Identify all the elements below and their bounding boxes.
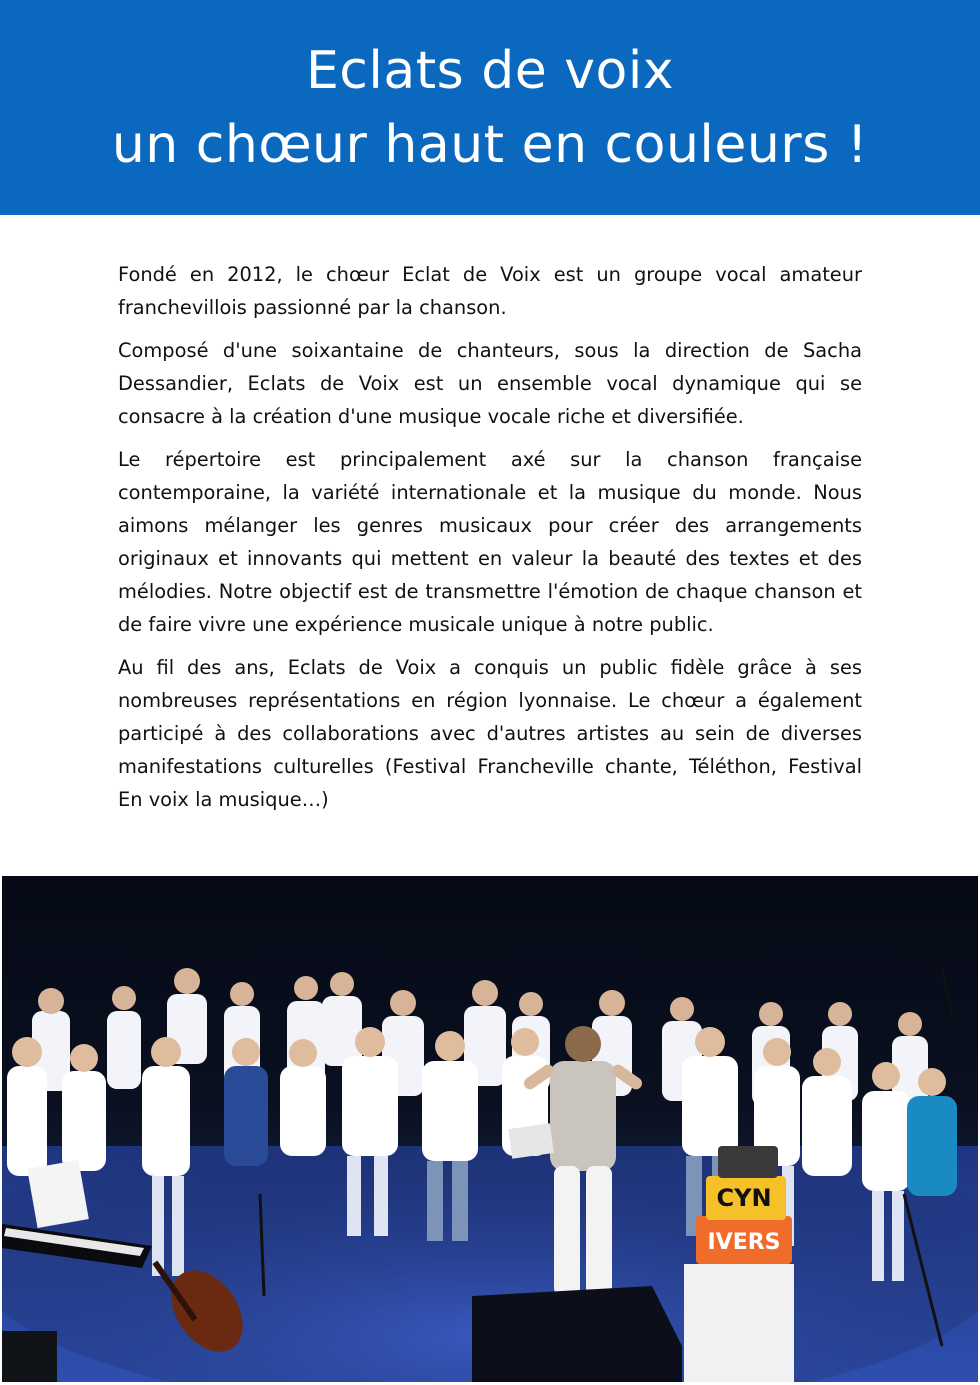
paragraph-repertoire: Le répertoire est principalement axé sur la chanson française contemporaine, la variété internationale et la musique du monde. Nous aimons mélanger les genres musicaux pour créer des arrangements originaux et innovants qui mettent en valeur la beauté des textes et des mélodies. Notre objectif est de transmettre l'émotion de chaque chanson et de faire vivre une expérience musicale unique à notre public.: [118, 448, 862, 636]
page-title-line-2: un chœur haut en couleurs !: [111, 114, 869, 175]
choir-concert-photo: [2, 876, 978, 1382]
cake-lettering-top: CYN: [716, 1184, 772, 1212]
paragraph-intro: Fondé en 2012, le chœur Eclat de Voix est un groupe vocal amateur franchevillois passionné par la chanson.: [118, 263, 862, 319]
conductor-podium: [472, 1286, 682, 1382]
cake-lettering-bottom: IVERS: [707, 1230, 781, 1255]
page-title-line-1: Eclats de voix: [305, 40, 675, 101]
choir-photo-illustration: [2, 876, 978, 1382]
music-stand: [508, 1123, 554, 1159]
article-body: [118, 258, 862, 826]
paragraph-performances: Au fil des ans, Eclats de Voix a conquis un public fidèle grâce à ses nombreuses représentations en région lyonnaise. Le chœur a également participé à des collaborations avec d'autres artistes au sein de diverses manifestations culturelles (Festival Francheville chante, Téléthon, Festival En voix la musique…): [118, 656, 862, 811]
paragraph-direction: Composé d'une soixantaine de chanteurs, sous la direction de Sacha Dessandier, Eclats de Voix est un ensemble vocal dynamique qui se consacre à la création d'une musique vocale riche et diversifiée.: [118, 339, 862, 428]
title-banner: [0, 0, 980, 215]
